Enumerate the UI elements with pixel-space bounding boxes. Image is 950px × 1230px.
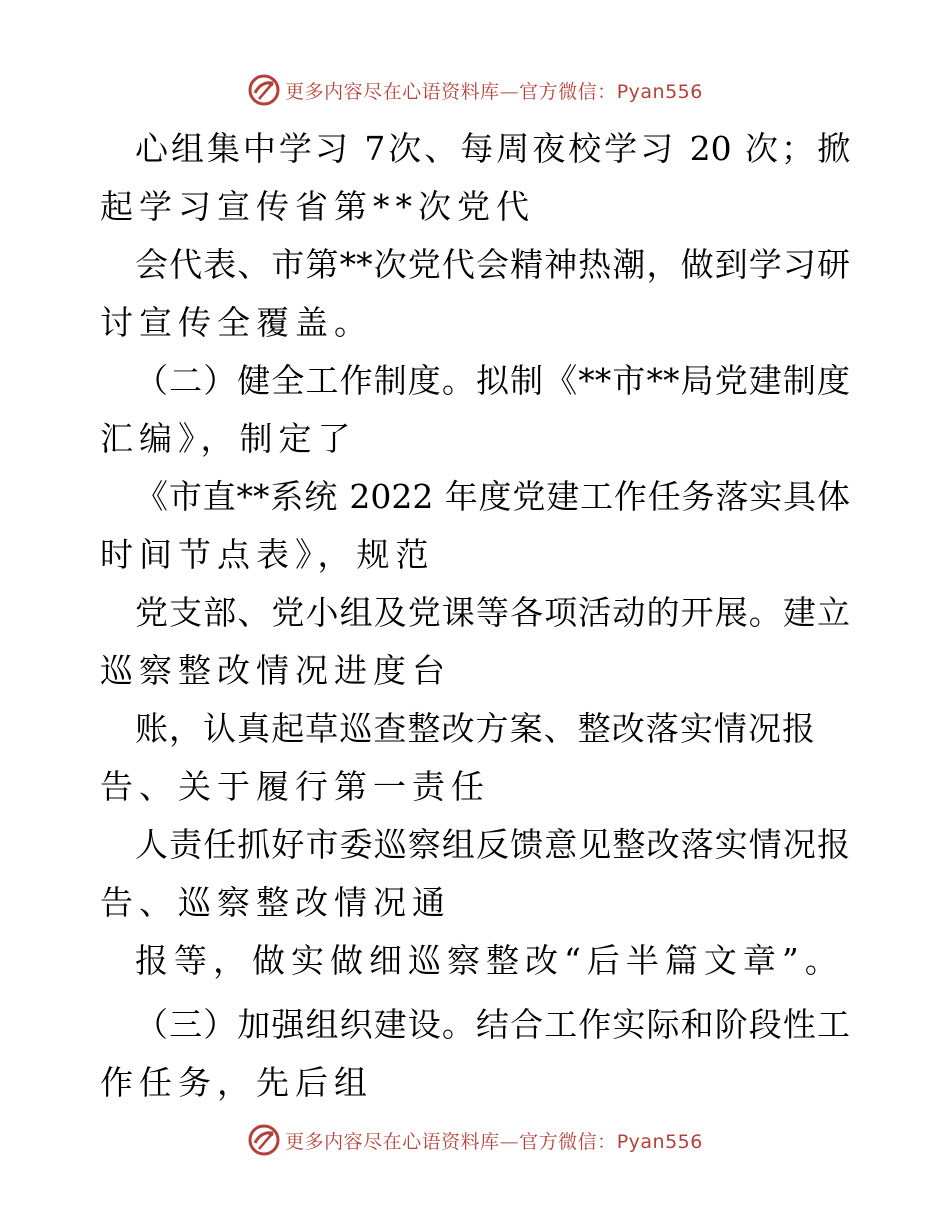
watermark-text	[285, 77, 703, 104]
watermark-label: 官方微信：	[519, 1130, 617, 1153]
paragraph-line: 账，认真起草巡查整改方案、整改落实情况报	[135, 709, 815, 748]
brand-logo-icon	[247, 73, 281, 107]
brand-logo-icon	[247, 1123, 281, 1157]
paragraph-line: （二）健全工作制度。拟制《**市**局党建制度	[135, 361, 850, 400]
paragraph-line: 报等，做实做细巡察整改“后半篇文章”。	[135, 941, 844, 980]
paragraph-line: 《市直**系统 2022 年度党建工作任务落实具体	[135, 477, 850, 516]
header-watermark	[0, 70, 950, 110]
watermark-text	[285, 1127, 703, 1154]
paragraph-line: 告、巡察整改情况通	[100, 883, 451, 922]
watermark-site: 更多内容尽在心语资料库	[285, 1130, 500, 1153]
paragraph-line: 时间节点表》，规范	[100, 535, 435, 574]
watermark-separator: —	[499, 1130, 520, 1153]
paragraph-line: 党支部、党小组及党课等各项活动的开展。建立	[135, 593, 850, 632]
footer-watermark	[0, 1120, 950, 1160]
paragraph-line: （三）加强组织建设。结合工作实际和阶段性工	[135, 1005, 850, 1044]
paragraph-line: 起学习宣传省第**次党代	[100, 187, 535, 226]
paragraph-line: 告、关于履行第一责任	[100, 767, 490, 806]
paragraph-line: 作任务，先后组	[100, 1063, 373, 1102]
watermark-label: 官方微信：	[519, 80, 617, 103]
paragraph-line: 会代表、市第**次党代会精神热潮，做到学习研	[135, 245, 850, 284]
watermark-account: Pyan556	[616, 80, 703, 103]
watermark-site: 更多内容尽在心语资料库	[285, 80, 500, 103]
paragraph-line: 汇编》，制定了	[100, 419, 357, 458]
watermark-account: Pyan556	[616, 1130, 703, 1153]
paragraph-line: 巡察整改情况进度台	[100, 651, 451, 690]
paragraph-line: 人责任抓好市委巡察组反馈意见整改落实情况报	[135, 825, 850, 864]
watermark-separator: —	[499, 80, 520, 103]
paragraph-line: 讨宣传全覆盖。	[100, 303, 373, 342]
paragraph-line: 心组集中学习 7次、每周夜校学习 20 次；掀	[135, 129, 850, 168]
